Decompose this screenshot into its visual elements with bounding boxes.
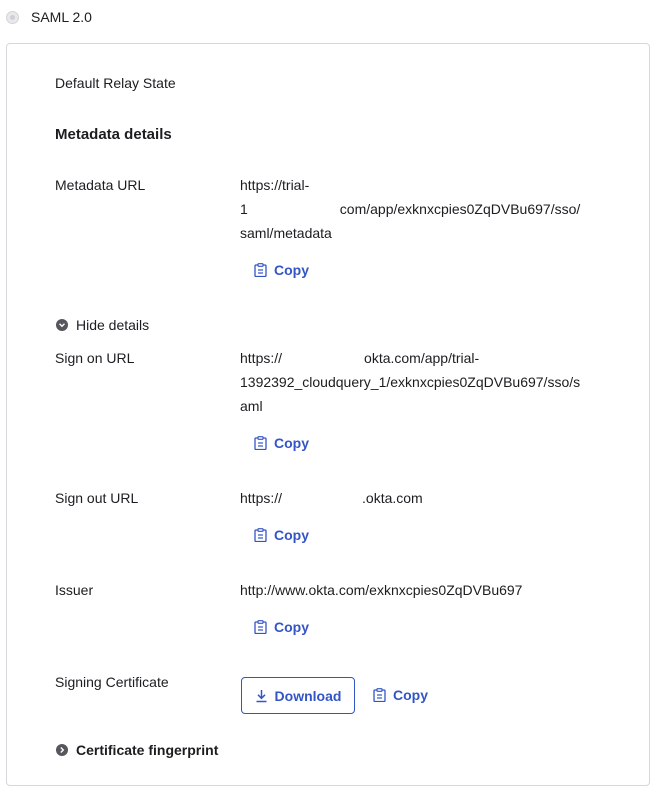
- sign-on-url-value: [240, 346, 610, 418]
- sign-on-url-copy-button[interactable]: [254, 435, 309, 451]
- sign-out-url-copy-label: Copy: [274, 527, 309, 543]
- saml-radio-label: SAML 2.0: [31, 9, 92, 25]
- clipboard-icon: [254, 263, 267, 277]
- certificate-fingerprint-toggle[interactable]: [56, 742, 218, 758]
- sign-on-url-line-3: aml: [240, 398, 263, 414]
- hide-details-toggle[interactable]: [56, 317, 149, 333]
- default-relay-state-label: Default Relay State: [55, 75, 176, 91]
- sign-on-url-copy-label: Copy: [274, 435, 309, 451]
- certificate-fingerprint-label: Certificate fingerprint: [76, 742, 219, 758]
- saml-radio-option[interactable]: [6, 9, 92, 25]
- clipboard-icon: [254, 620, 267, 634]
- download-certificate-label: Download: [274, 687, 342, 704]
- metadata-details-heading: Metadata details: [55, 126, 172, 143]
- sign-out-url-value: [240, 486, 610, 510]
- metadata-url-line-2-start: 1: [240, 201, 248, 217]
- sign-on-url-label: Sign on URL: [55, 350, 135, 366]
- sign-on-url-line-2: 1392392_cloudquery_1/exknxcpies0ZqDVBu697/sso/s: [240, 374, 581, 390]
- sign-on-url-line-1-end: okta.com/app/trial-: [364, 350, 480, 366]
- saml-radio-button[interactable]: [6, 11, 19, 24]
- sign-on-url-line-1: [240, 346, 610, 370]
- metadata-url-line-1: https://trial-: [240, 177, 310, 193]
- metadata-url-line-2-end: com/app/exknxcpies0ZqDVBu697/sso/: [339, 201, 581, 217]
- clipboard-icon: [254, 436, 267, 450]
- chevron-right-icon: [56, 744, 68, 756]
- download-icon: [255, 689, 268, 703]
- hide-details-label: Hide details: [76, 317, 150, 333]
- download-certificate-button[interactable]: [241, 677, 355, 714]
- sign-out-url-start: https://: [240, 490, 283, 506]
- signing-certificate-copy-label: Copy: [393, 687, 428, 703]
- signing-certificate-label: Signing Certificate: [55, 674, 169, 690]
- clipboard-icon: [254, 528, 267, 542]
- issuer-copy-label: Copy: [274, 619, 309, 635]
- sign-out-url-end: .okta.com: [362, 490, 423, 506]
- signing-certificate-copy-button[interactable]: [373, 687, 428, 703]
- chevron-down-icon: [56, 319, 68, 331]
- saml-settings-panel: [6, 43, 650, 786]
- sign-on-url-line-1-start: https://: [240, 350, 283, 366]
- metadata-url-copy-label: Copy: [274, 262, 309, 278]
- issuer-value: http://www.okta.com/exknxcpies0ZqDVBu697: [240, 582, 523, 598]
- metadata-url-line-2: [240, 197, 610, 221]
- sign-out-url-copy-button[interactable]: [254, 527, 309, 543]
- metadata-url-label: Metadata URL: [55, 177, 146, 193]
- sign-out-url-label: Sign out URL: [55, 490, 139, 506]
- metadata-url-value: [240, 173, 610, 245]
- issuer-copy-button[interactable]: [254, 619, 309, 635]
- metadata-url-copy-button[interactable]: [254, 262, 309, 278]
- metadata-url-line-3: saml/metadata: [240, 225, 332, 241]
- issuer-label: Issuer: [55, 582, 94, 598]
- clipboard-icon: [373, 688, 386, 702]
